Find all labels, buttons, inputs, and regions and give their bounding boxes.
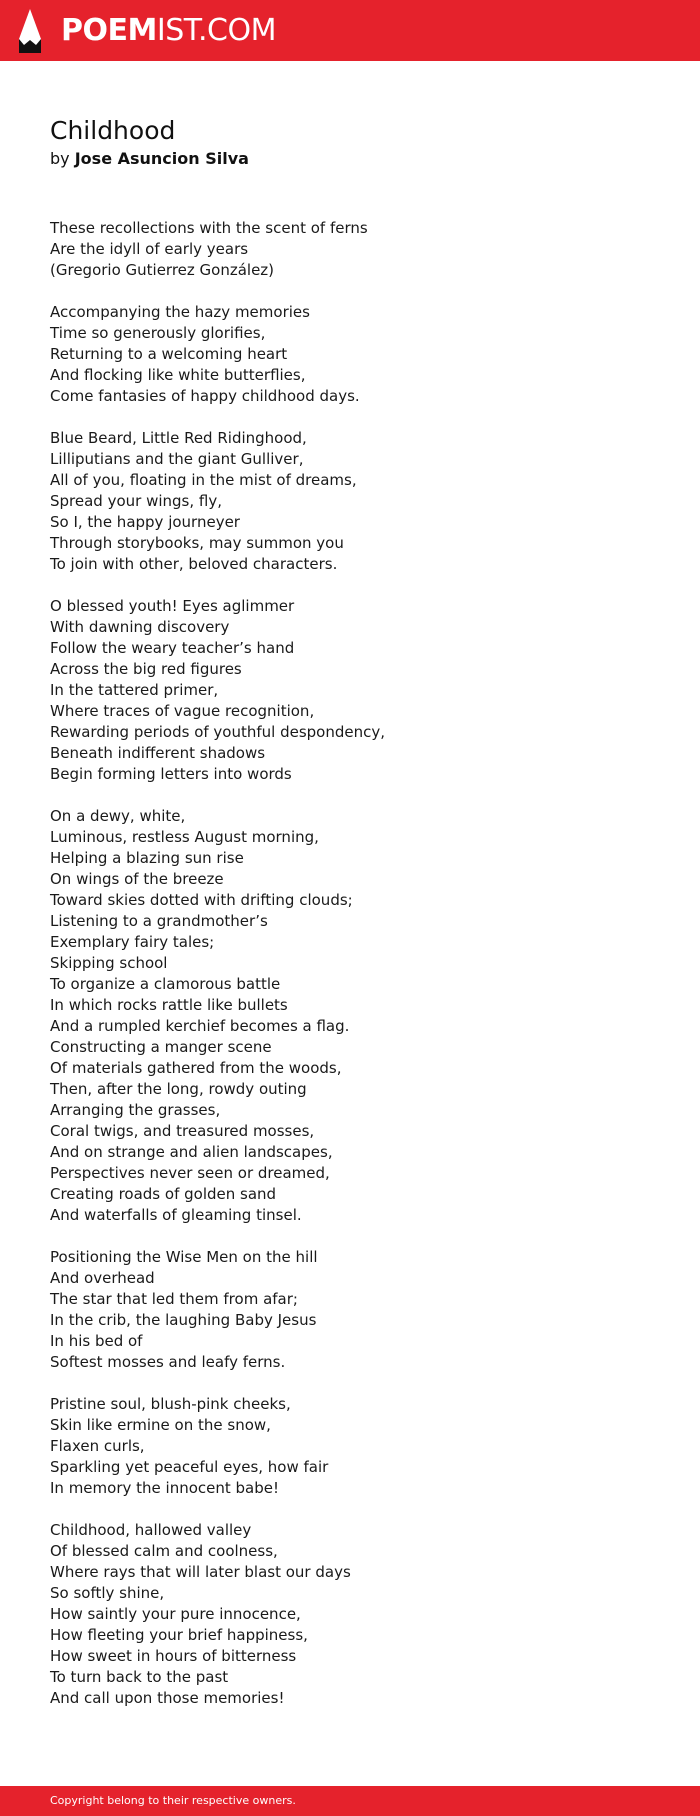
- poem-stanza: [50, 806, 385, 1226]
- poem-body: [50, 218, 385, 1730]
- poem-line: And waterfalls of gleaming tinsel.: [50, 1206, 302, 1224]
- poem-line: Rewarding periods of youthful despondency,: [50, 723, 386, 741]
- site-header: [0, 0, 700, 61]
- poem-line: Toward skies dotted with drifting clouds;: [50, 891, 353, 909]
- logo-wordmark: [61, 9, 276, 53]
- poem-line: Spread your wings, fly,: [50, 492, 222, 510]
- poem-line: Follow the weary teacher’s hand: [50, 639, 295, 657]
- poem-line: Across the big red figures: [50, 660, 242, 678]
- poem-line: In his bed of: [50, 1332, 143, 1350]
- poem-line: Sparkling yet peaceful eyes, how fair: [50, 1458, 329, 1476]
- poem-line: Listening to a grandmother’s: [50, 912, 268, 930]
- poem-line: And on strange and alien landscapes,: [50, 1143, 333, 1161]
- poem-line: The star that led them from afar;: [50, 1290, 298, 1308]
- poem-line: Positioning the Wise Men on the hill: [50, 1248, 318, 1266]
- poem-line: Returning to a welcoming heart: [50, 345, 288, 363]
- poem-line: Helping a blazing sun rise: [50, 849, 244, 867]
- poem-line: Creating roads of golden sand: [50, 1185, 277, 1203]
- poem-line: Exemplary fairy tales;: [50, 933, 215, 951]
- poem-line: So softly shine,: [50, 1584, 165, 1602]
- poem-line: With dawning discovery: [50, 618, 230, 636]
- poem-stanza: [50, 218, 385, 281]
- poem-line: Of blessed calm and coolness,: [50, 1542, 278, 1560]
- poem-line: In the crib, the laughing Baby Jesus: [50, 1311, 317, 1329]
- poem-line: Beneath indifferent shadows: [50, 744, 266, 762]
- poem-line: Are the idyll of early years: [50, 240, 249, 258]
- poem-line: And a rumpled kerchief becomes a flag.: [50, 1017, 350, 1035]
- poem-line: Where rays that will later blast our days: [50, 1563, 351, 1581]
- byline-label: by: [50, 149, 70, 168]
- poem-author: Jose Asuncion Silva: [74, 149, 249, 168]
- pencil-tip-icon: [17, 9, 43, 53]
- poem-line: Time so generously glorifies,: [50, 324, 266, 342]
- poem-line: Skin like ermine on the snow,: [50, 1416, 271, 1434]
- poem-line: In which rocks rattle like bullets: [50, 996, 288, 1014]
- poem-line: Blue Beard, Little Red Ridinghood,: [50, 429, 307, 447]
- poem-line: And overhead: [50, 1269, 155, 1287]
- poem-stanza: [50, 1394, 385, 1499]
- poem-line: On a dewy, white,: [50, 807, 186, 825]
- poem-line: All of you, floating in the mist of dreams,: [50, 471, 357, 489]
- poem-line: How fleeting your brief happiness,: [50, 1626, 308, 1644]
- site-footer: [0, 1786, 700, 1816]
- poem-line: Then, after the long, rowdy outing: [50, 1080, 307, 1098]
- poem-line: In memory the innocent babe!: [50, 1479, 279, 1497]
- poem-line: O blessed youth! Eyes aglimmer: [50, 597, 295, 615]
- poem-line: These recollections with the scent of ferns: [50, 219, 368, 237]
- poem-line: Accompanying the hazy memories: [50, 303, 310, 321]
- poem-line: To join with other, beloved characters.: [50, 555, 338, 573]
- poem-line: Through storybooks, may summon you: [50, 534, 344, 552]
- poem-line: Lilliputians and the giant Gulliver,: [50, 450, 304, 468]
- poem-stanza: [50, 1247, 385, 1373]
- poem-line: Coral twigs, and treasured mosses,: [50, 1122, 315, 1140]
- poem-line: Skipping school: [50, 954, 168, 972]
- poem-line: Pristine soul, blush-pink cheeks,: [50, 1395, 291, 1413]
- poem-stanza: [50, 302, 385, 407]
- poem-line: Of materials gathered from the woods,: [50, 1059, 342, 1077]
- copyright-notice: Copyright belong to their respective owners.: [50, 1794, 296, 1807]
- poem-line: On wings of the breeze: [50, 870, 224, 888]
- poem-line: Childhood, hallowed valley: [50, 1521, 252, 1539]
- poem-title: Childhood: [50, 116, 176, 145]
- poem-line: To turn back to the past: [50, 1668, 229, 1686]
- poem-line: And call upon those memories!: [50, 1689, 285, 1707]
- poem-line: (Gregorio Gutierrez González): [50, 261, 275, 279]
- site-logo[interactable]: [17, 9, 276, 53]
- poem-line: Softest mosses and leafy ferns.: [50, 1353, 286, 1371]
- poem-line: So I, the happy journeyer: [50, 513, 240, 531]
- poem-line: Begin forming letters into words: [50, 765, 292, 783]
- poem-stanza: [50, 596, 385, 785]
- poem-line: Where traces of vague recognition,: [50, 702, 315, 720]
- poem-line: How saintly your pure innocence,: [50, 1605, 301, 1623]
- poem-byline: [50, 147, 249, 171]
- poem-line: How sweet in hours of bitterness: [50, 1647, 297, 1665]
- logo-wordmark-light: IST.COM: [156, 13, 276, 48]
- poem-line: Constructing a manger scene: [50, 1038, 272, 1056]
- poem-line: Arranging the grasses,: [50, 1101, 221, 1119]
- logo-wordmark-bold: POEM: [61, 13, 157, 48]
- poem-line: Flaxen curls,: [50, 1437, 145, 1455]
- poem-line: To organize a clamorous battle: [50, 975, 281, 993]
- poem-stanza: [50, 1520, 385, 1709]
- poem-stanza: [50, 428, 385, 575]
- poem-line: In the tattered primer,: [50, 681, 219, 699]
- poem-line: Luminous, restless August morning,: [50, 828, 319, 846]
- poem-line: Come fantasies of happy childhood days.: [50, 387, 360, 405]
- poem-line: Perspectives never seen or dreamed,: [50, 1164, 330, 1182]
- poem-line: And flocking like white butterflies,: [50, 366, 306, 384]
